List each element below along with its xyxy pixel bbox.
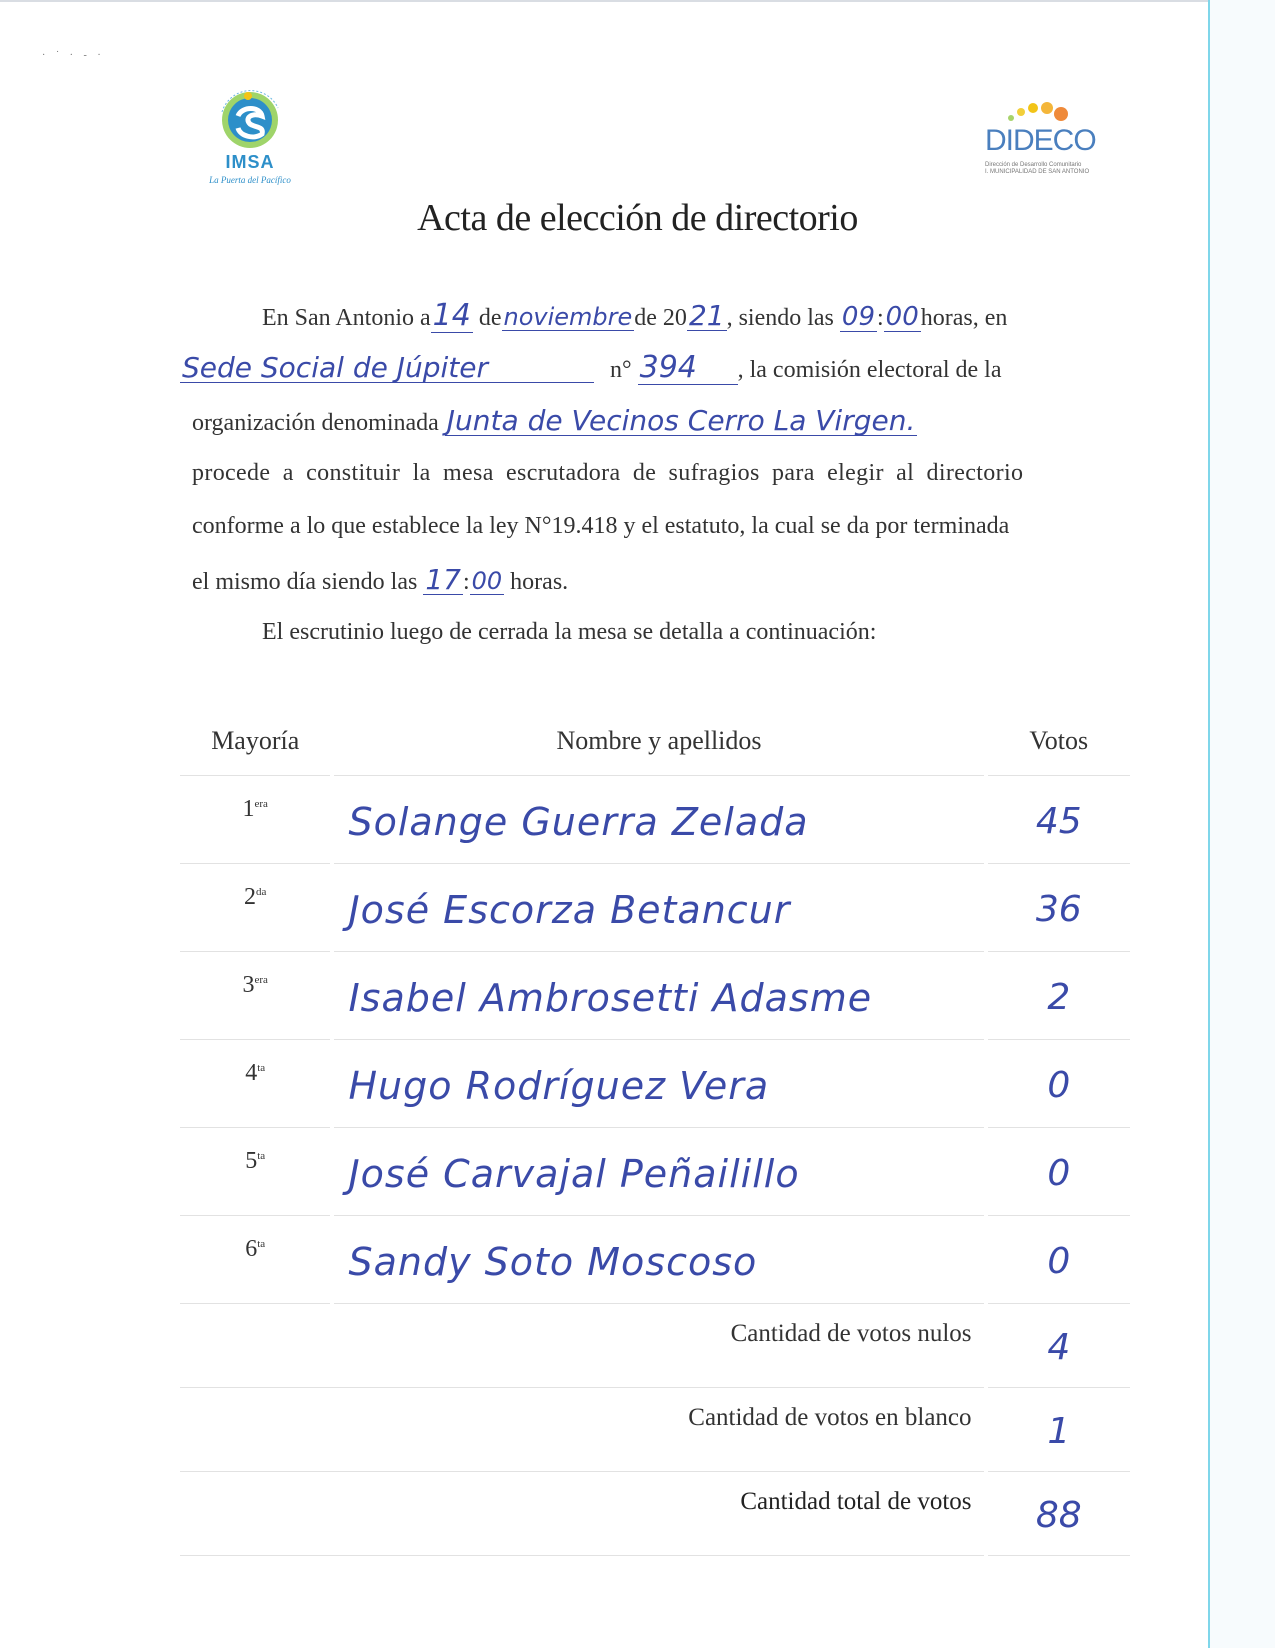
candidate-votes: 45 [988,780,1130,864]
paragraph-line-2 [180,352,1002,385]
total-votes-label: Cantidad total de votos [180,1476,984,1556]
rank-number: 3 [242,972,255,998]
text-segment: , la comisión electoral de la [737,357,1002,383]
handwritten-place: Sede Social de Júpiter [180,353,594,383]
scan-edge-line [1208,0,1210,1648]
table-row [180,868,1130,952]
header-name: Nombre y apellidos [334,707,983,776]
rank-suffix: da [256,886,267,898]
paragraph-line-4: procede a constituir la mesa escrutadora de sufragios para elegir al directorio [192,460,1024,486]
null-votes-label: Cantidad de votos nulos [180,1308,984,1388]
text-segment: n° [610,357,632,383]
rank-number: 5 [245,1148,258,1174]
dideco-logo-text: DIDECO [985,124,1096,157]
handwritten-day: 14 [432,298,471,333]
rank-cell [180,1220,330,1304]
paragraph-line-5: conforme a lo que establece la ley N°19.418 y el estatuto, la cual se da por terminada [192,513,1010,539]
dideco-logo [985,100,1115,180]
handwritten-number: 394 [638,352,738,385]
text-segment: horas. [510,569,569,595]
rank-cell [180,956,330,1040]
table-row [180,956,1130,1040]
rank-suffix: ta [257,1150,266,1162]
text-segment: organización denominada [192,410,439,436]
summary-row-blank [180,1392,1130,1472]
paragraph-line-1: En San Antonio a14 denoviembrede 2021, siendo las 09:00horas, en [262,298,1008,333]
paragraph-line-7: El escrutinio luego de cerrada la mesa se detalla a continuación: [262,619,877,645]
document-title: Acta de elección de directorio [417,197,858,239]
table-row [180,1220,1130,1304]
handwritten-hour: 09 [841,302,875,332]
dideco-sub1: Dirección de Desarrollo Comunitario [985,162,1082,168]
paragraph-line-6: el mismo día siendo las 17:00 horas. [192,563,569,596]
dideco-subtitle [985,162,1115,176]
imsa-logo [190,82,310,192]
paragraph-line-3 [192,406,917,437]
rank-cell [180,1132,330,1216]
rank-cell [180,780,330,864]
table-row [180,780,1130,864]
handwritten-month: noviembre [503,303,633,331]
summary-row-null [180,1308,1130,1388]
candidate-name: Isabel Ambrosetti Adasme [334,956,983,1040]
candidate-name: Sandy Soto Moscoso [334,1220,983,1304]
scan-specks: · ˙ · ‐ · [42,50,105,61]
rank-number: 2 [244,884,257,910]
text-segment: el mismo día siendo las [192,569,418,595]
candidate-votes: 0 [988,1044,1130,1128]
candidate-name: José Carvajal Peñailillo [334,1132,983,1216]
dideco-sub2: I. MUNICIPALIDAD DE SAN ANTONIO [985,169,1090,175]
blank-votes-value: 1 [988,1392,1130,1472]
table-row [180,1132,1130,1216]
table-header-row [180,707,1130,776]
page-edge [0,0,1275,2]
handwritten-year: 21 [688,299,725,332]
results-table [176,703,1134,1560]
total-votes-value: 88 [988,1476,1130,1556]
rank-suffix: era [254,798,268,810]
candidate-name: Solange Guerra Zelada [334,780,983,864]
text-segment: de [478,305,502,331]
rank-cell [180,868,330,952]
imsa-logo-text: IMSA [225,152,275,172]
candidate-votes: 36 [988,868,1130,952]
text-segment: , siendo las [726,305,834,331]
summary-row-total [180,1476,1130,1556]
null-votes-value: 4 [988,1308,1130,1388]
text-segment: En San Antonio a [262,305,431,331]
dideco-dots-icon [1003,100,1083,124]
rank-number: 1 [242,796,255,822]
scan-margin [1210,0,1275,1648]
handwritten-end-hour: 17 [425,563,461,596]
blank-votes-label: Cantidad de votos en blanco [180,1392,984,1472]
candidate-votes: 0 [988,1132,1130,1216]
candidate-name: Hugo Rodríguez Vera [334,1044,983,1128]
header-votes: Votos [988,707,1130,776]
handwritten-end-minute: 00 [471,567,503,595]
rank-cell [180,1044,330,1128]
rank-number: 6 [245,1236,258,1262]
text-segment: horas, en [920,305,1008,331]
rank-suffix: ta [257,1062,266,1074]
header-rank: Mayoría [180,707,330,776]
handwritten-organization: Junta de Vecinos Cerro La Virgen. [446,404,916,437]
candidate-votes: 0 [988,1220,1130,1304]
candidate-name: José Escorza Betancur [334,868,983,952]
candidate-votes: 2 [988,956,1130,1040]
handwritten-minute: 00 [885,302,919,332]
rank-suffix: ta [257,1238,266,1250]
imsa-emblem-icon [208,82,292,152]
imsa-tagline: La Puerta del Pacífico [209,175,291,185]
rank-number: 4 [245,1060,258,1086]
text-segment: de 20 [634,305,687,331]
rank-suffix: era [254,974,268,986]
table-row [180,1044,1130,1128]
